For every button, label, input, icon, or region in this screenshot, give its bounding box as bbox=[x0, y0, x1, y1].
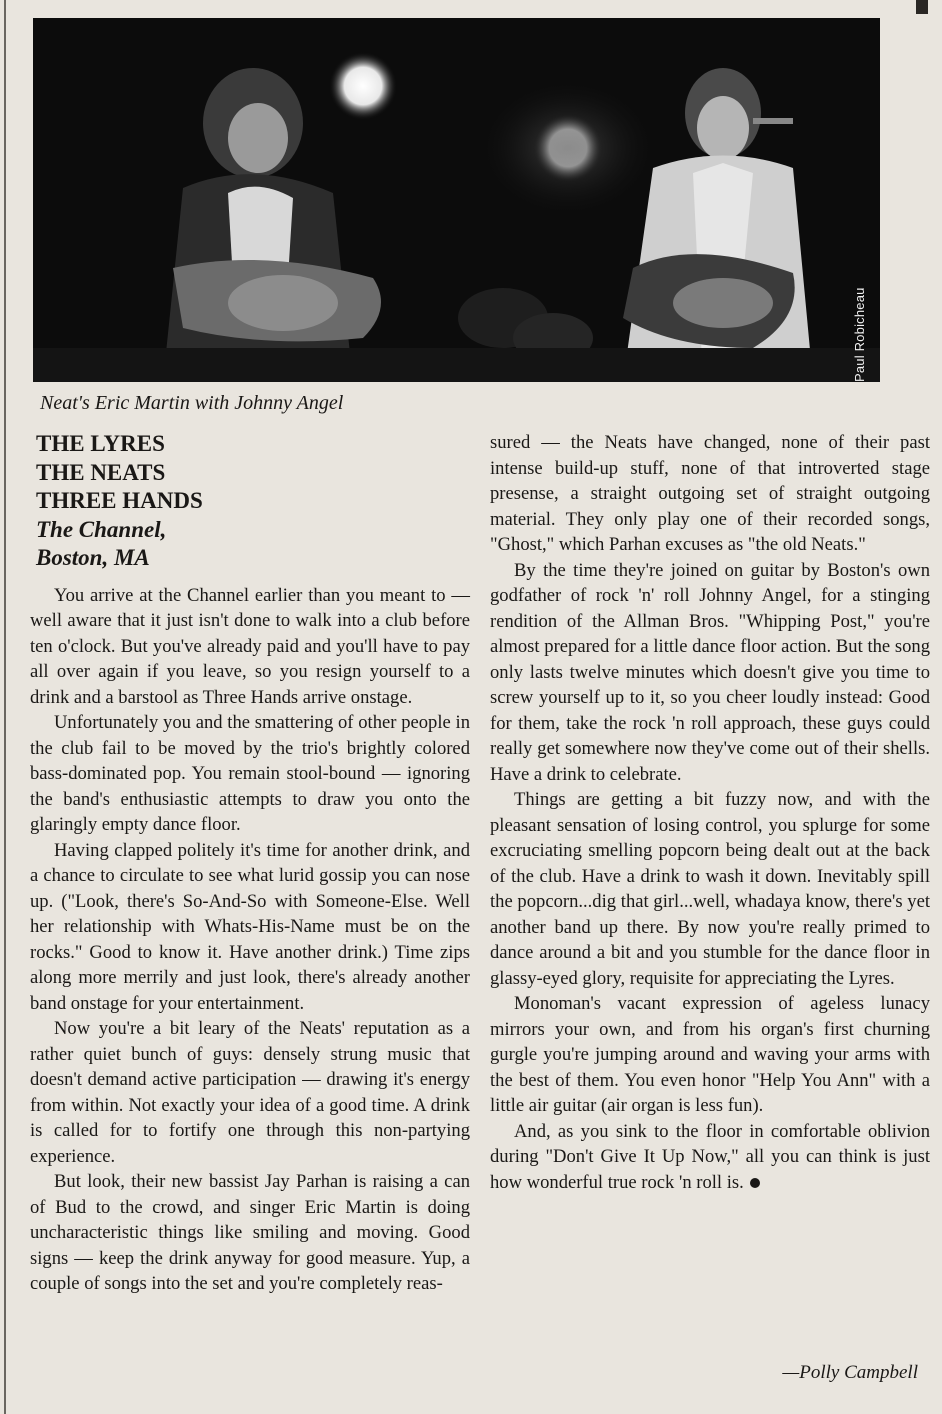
paragraph-10-text: And, as you sink to the floor in comfortable oblivion during "Don't Give It Up Now," all you can think is just how wonderful true rock 'n roll is. bbox=[490, 1120, 930, 1193]
page-edge-rule bbox=[4, 0, 6, 1414]
headline-venue-line-1: The Channel, bbox=[36, 516, 167, 542]
concert-photo-illustration bbox=[33, 18, 880, 382]
paragraph-4: Now you're a bit leary of the Neats' reputation as a rather quiet bunch of guys: densely strung music that doesn't demand active participation — drawing it's energy from within. Not exactly your idea of a good time. A drink is called for to fortify one through this non-partying experience. bbox=[30, 1018, 470, 1167]
photo-credit: Paul Robicheau bbox=[852, 287, 867, 382]
paragraph-10 bbox=[490, 1119, 930, 1196]
paragraph-3: Having clapped politely it's time for another drink, and a chance to circulate to see what lurid gossip you can nose up. ("Look, there's So-And-So with Someone-Else. Well her relationship with Whats-His-Name must be on the rocks." Good to know it. Have another drink.) Time zips along more merrily and just look, there's already another band onstage for your entertainment. bbox=[30, 839, 470, 1014]
paragraph-5: But look, their new bassist Jay Parhan is raising a can of Bud to the crowd, and singer Eric Martin is doing uncharacteristic things like smiling and moving. Good signs — keep the drink anyway for good measure. Yup, a couple of songs into the set and you're completely reas- bbox=[30, 1171, 470, 1294]
paragraph-9: Monoman's vacant expression of ageless lunacy mirrors your own, and from his organ's first churning gurgle you're jumping around and waving your arms with the best of them. You even honor "Help You Ann" with a little air guitar (air organ is less fun). bbox=[490, 993, 930, 1116]
end-mark-icon bbox=[750, 1178, 760, 1188]
paragraph-8: Things are getting a bit fuzzy now, and with the pleasant sensation of losing control, you splurge for some excruciating smelling popcorn being dealt out at the back of the club. Have a drink to wash it down. Inevitably spill the popcorn...dig that girl...well, whadaya know, there's yet another band up there. By now you're really primed to dance around a bit and you stumble for the dance floor in glassy-eyed glory, requisite for appreciating the Lyres. bbox=[490, 789, 930, 989]
article-column-left bbox=[30, 430, 470, 1297]
paragraph-6: sured — the Neats have changed, none of their past intense build-up stuff, none of that introverted stage presense, a straight outgoing set of straight outgoing material. They only play one of their recorded songs, "Ghost," which Parhan excuses as "the old Neats." bbox=[490, 432, 930, 555]
headline-band-3: THREE HANDS bbox=[36, 488, 203, 513]
paragraph-7: By the time they're joined on guitar by Boston's own godfather of rock 'n' roll Johnny Angel, for a stinging rendition of the Allman Bros. "Whipping Post," you're almost prepared for a little dance floor action. But the song only lasts twelve minutes which doesn't give you time to screw yourself up to it, so you cheer loudly instead: Good for them, take the rock 'n roll approach, these guys could really get somewhere now they've come out of their shells. Have a drink to celebrate. bbox=[490, 559, 930, 785]
concert-photo bbox=[33, 18, 880, 382]
headline-band-1: THE LYRES bbox=[36, 431, 165, 456]
photo-caption: Neat's Eric Martin with Johnny Angel bbox=[40, 392, 344, 414]
paragraph-2: Unfortunately you and the smattering of other people in the club fail to be moved by the trio's brightly colored bass-dominated pop. You remain stool-bound — ignoring the band's enthusiastic attempts to draw you onto the glaringly empty dance floor. bbox=[30, 712, 470, 835]
headline-band-2: THE NEATS bbox=[36, 459, 166, 485]
paragraph-1: You arrive at the Channel earlier than you meant to — well aware that it just isn't done to walk into a club before ten o'clock. But you've already paid and you'll have to pay all over again if you leave, so you resign yourself to a drink and a barstool as Three Hands arrive onstage. bbox=[30, 584, 470, 708]
author-byline: —Polly Campbell bbox=[782, 1362, 918, 1383]
print-mark bbox=[916, 0, 928, 14]
article-column-right bbox=[490, 430, 930, 1195]
headline-venue-line-2: Boston, MA bbox=[36, 545, 150, 570]
article-headline bbox=[30, 430, 470, 573]
